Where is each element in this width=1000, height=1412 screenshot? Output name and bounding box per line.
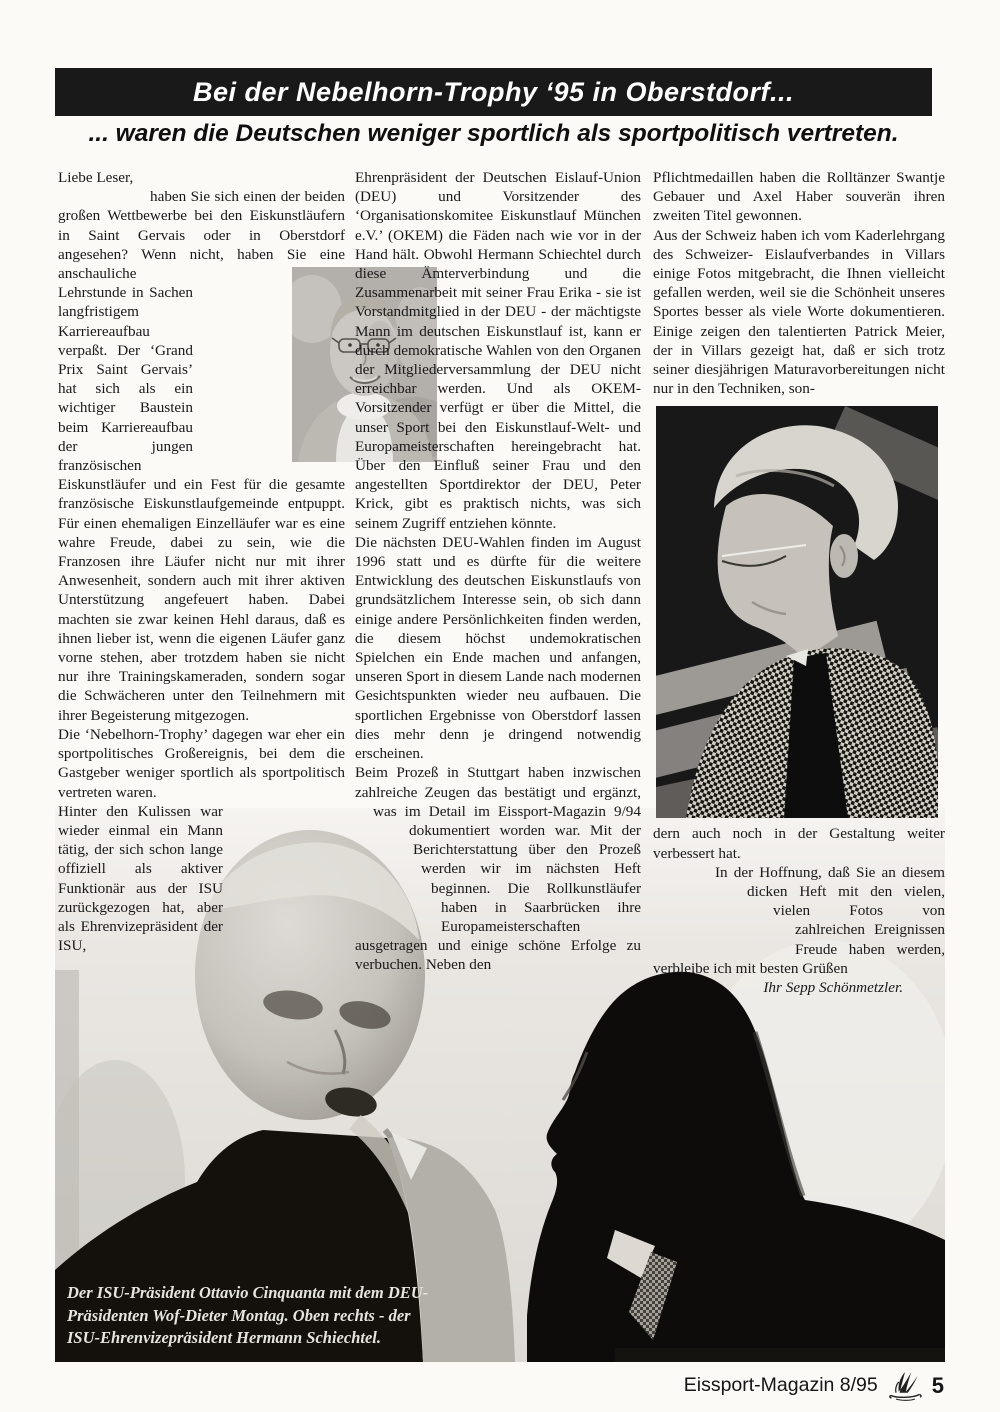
photo-hermann-schiechtel	[656, 406, 938, 818]
col1-paragraph-3: Hinter den Kulissen war wieder einmal ein Mann tätig, der sich schon lange offiziell als aktiver Funktionär aus der ISU zurückgezogen hat, aber als Ehrenvizepräsident der ISU,	[58, 802, 345, 956]
photo-hermann-schiechtel-art	[656, 406, 938, 818]
salutation: Liebe Leser,	[58, 169, 134, 186]
text-wrap-spacer	[223, 802, 345, 1002]
col2-paragraph-2: Die nächsten DEU-Wahlen finden im August 1996 statt und es dürfte für die weitere Entwicklung des deutschen Eiskunstlaufs von grundsätzlichem Interesse sein, ob sich dann einige andere Persönlichkeiten finden werden, die diesem höchst undemokratischen Spielchen ein Ende machen und anfangen, unseren Sport in diesem Lande nach modernen Gesichtspunkten wieder neu aufbauen. Die sportlichen Ergebnisse von Oberstdorf lassen dies mehr denn je dringend notwendig erscheinen.	[355, 533, 641, 763]
skater-emblem-icon	[887, 1369, 923, 1402]
page-footer	[684, 1369, 944, 1402]
col2-paragraph-1: Ehrenpräsident der Deutschen Eislauf-Union (DEU) und Vorsitzender des ‘Organisationskomitee Eiskunstlauf München e.V.’ (OKEM) die Fäden nach wie vor in der Hand hält. Obwohl Hermann Schiechtel durch diese Ämterverbindung und die Zusammenarbeit mit seiner Frau Erika - sie ist Vorstandmitglied in der DEU - der mächtigste Mann im deutschen Eiskunstlauf ist, kann er durch demokratische Wahlen von den Organen der Mitgliederversammlung der DEU nicht erreichbar werden. Und als OKEM-Vorsitzender verfügt er über die Mittel, die unser Sport bei den Eiskunstlauf-Welt- und Europameisterschaften hereingebracht hat. Über den Einfluß seiner Frau und den angestellten Sportdirektor der DEU, Peter Krick, gibt es praktisch nichts, was sich seinem Zugriff entziehen könnte.	[355, 169, 641, 532]
col3-paragraph-3: dern auch noch in der Gestaltung weiter verbessert hat.	[653, 825, 945, 862]
col2-paragraph-3: Beim Prozeß in Stuttgart haben inzwischen zahlreiche Zeugen das bestätigt und ergänzt, was im Detail im Eissport-Magazin 9/94 dokumentiert worden war. Mit der Berichterstattung über den Prozeß werden wir im nächsten Heft beginnen. Die Rollkunstläufer haben in Saarbrücken ihre Europameisterschaften ausgetragen und einige schöne Erfolge zu verbuchen. Neben den	[355, 764, 641, 974]
article-column-2	[355, 168, 641, 975]
magazine-title: Eissport-Magazin 8/95	[683, 1374, 878, 1396]
page-number: 5	[931, 1372, 944, 1398]
col3-paragraph-4: In der Hoffnung, daß Sie an diesem dicken Heft mit den vielen, vielen Fotos von zahlreichen Ereignissen Freude haben werden, verbleibe ich mit besten Grüßen	[653, 863, 945, 977]
portrait-photo	[200, 267, 345, 462]
section-banner	[55, 68, 932, 116]
article-column-3	[653, 168, 945, 997]
col1-paragraph-2: Die ‘Nebelhorn-Trophy’ dagegen war eher ein sportpolitisches Großereignis, bei dem die Gastgeber weniger sportlich als sportpolitisch vertreten waren.	[58, 725, 345, 801]
col3-paragraph-2: Aus der Schweiz haben ich vom Kaderlehrgang des Schweizer- Eislaufverbandes in Villars einige Fotos mitgebracht, die Ihnen vielleicht gefallen werden, weil sie die Schönheit unseres Sportes besser als viele Worte dokumentieren. Einige zeigen den talentierten Patrick Meier, der in Villars gezeigt hat, daß er sich trotz seiner diesjährigen Maturavorbereitungen nicht nur in den Techniken, son-	[653, 226, 945, 398]
col1-paragraph-1: haben Sie sich einen der beiden großen Wettbewerbe bei den Eiskunstläufern in Saint Gervais oder in Oberstdorf angesehen? Wenn nicht, haben Sie eine anschauliche Lehrstunde in Sachen langfristigem Karriereaufbau verpaßt. Der ‘Grand Prix Saint Gervais’ hat sich als ein wichtiger Baustein beim Karriereaufbau der jungen französischen Eiskunstläufer und ein Fest für die gesamte französische Eiskunstlaufgemeinde entpuppt. Für einen ehemaligen Einzelläufer war es eine wahre Freude, dabei zu sein, wie die Franzosen ihre Läufer nicht nur mit ihrer Anwesenheit, sondern auch mit ihrer aktiven Unterstützung angefeuert haben. Dabei machten sie zwar keinen Hehl daraus, daß es ihnen lieber ist, wenn die eigenen Läufer ganz vorne stehen, aber trotzdem haben sie nicht nur ihre Trainingskameraden, sondern sogar die Schwächeren unter den Teilnehmern mit ihrer Begeisterung mitgezogen.	[58, 187, 345, 725]
photo-caption: Der ISU-Präsident Ottavio Cinquanta mit dem DEU-Präsidenten Wof-Dieter Montag. Oben rechts - der ISU-Ehrenvizepräsident Hermann Schiechtel.	[67, 1283, 429, 1347]
author-signature: Ihr Sepp Schönmetzler.	[763, 979, 903, 997]
col3-paragraph-1: Pflichtmedaillen haben die Rolltänzer Swantje Gebauer und Axel Haber souverän ihren zweiten Titel gewonnen.	[653, 169, 945, 225]
article-column-1	[58, 168, 345, 1002]
banner-title: Bei der Nebelhorn-Trophy ‘95 in Oberstdorf...	[192, 76, 795, 107]
page-headline: ... waren die Deutschen weniger sportlich als sportpolitisch vertreten.	[88, 120, 899, 147]
